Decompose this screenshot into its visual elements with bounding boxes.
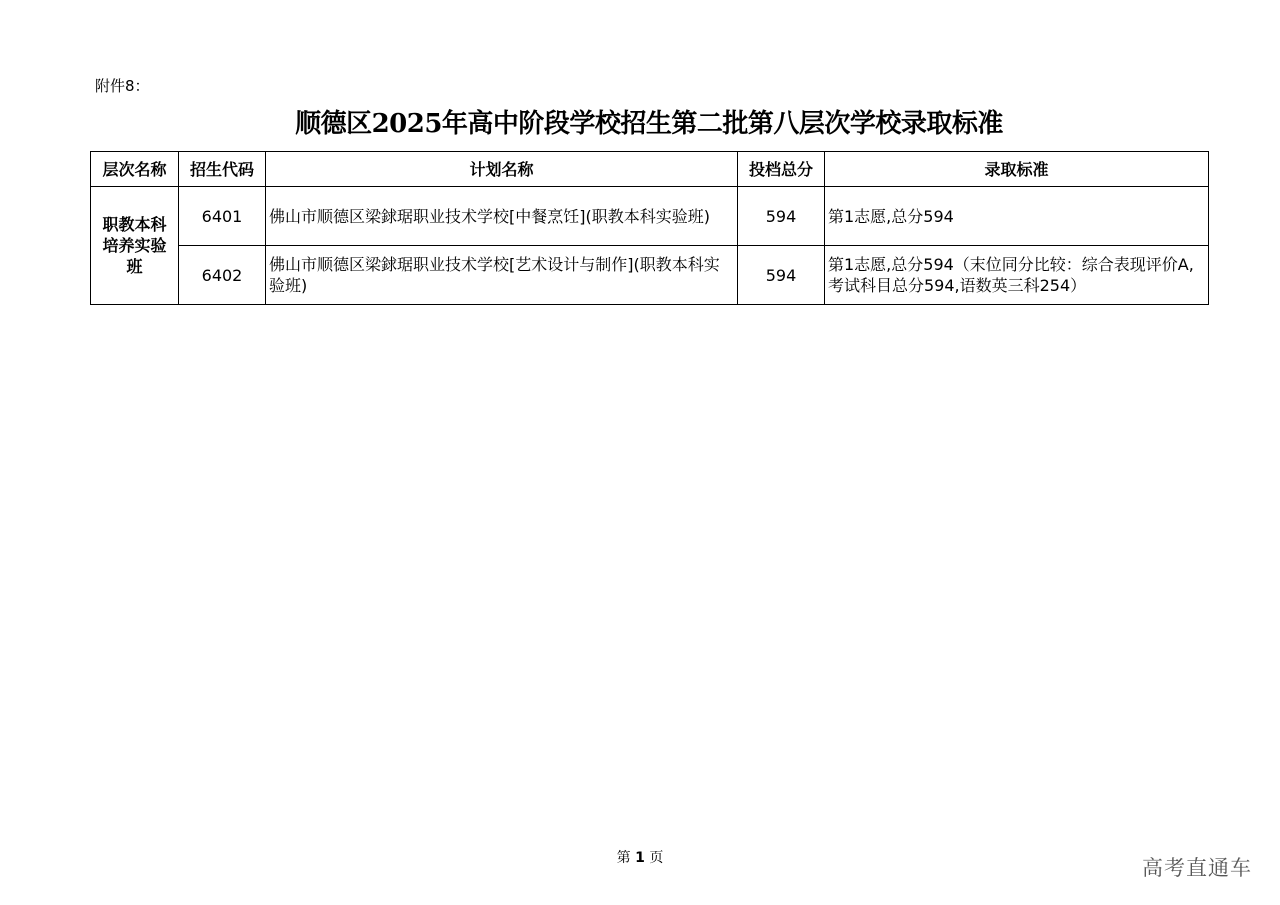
header-level-name: 层次名称 <box>91 152 179 187</box>
page-number: 1 <box>635 850 645 866</box>
page-suffix: 页 <box>649 850 664 866</box>
header-enroll-code: 招生代码 <box>179 152 266 187</box>
admission-standard-cell: 第1志愿,总分594 <box>825 187 1209 246</box>
enroll-code-cell: 6401 <box>179 187 266 246</box>
page-number-footer <box>0 847 1280 867</box>
watermark: 高考直通车 <box>1142 856 1252 880</box>
header-admission-standard: 录取标准 <box>825 152 1209 187</box>
document-title: 顺德区2025年高中阶段学校招生第二批第八层次学校录取标准 <box>295 109 1003 139</box>
plan-name-cell: 佛山市顺德区梁銶琚职业技术学校[艺术设计与制作](职教本科实验班) <box>266 246 738 305</box>
table-row <box>91 246 1209 305</box>
table-header-row <box>91 152 1209 187</box>
plan-name-cell: 佛山市顺德区梁銶琚职业技术学校[中餐烹饪](职教本科实验班) <box>266 187 738 246</box>
page-prefix: 第 <box>616 850 631 866</box>
header-plan-name: 计划名称 <box>266 152 738 187</box>
admission-table <box>90 151 1209 305</box>
header-total-score: 投档总分 <box>738 152 825 187</box>
total-score-cell: 594 <box>738 246 825 305</box>
attachment-label: 附件8： <box>95 77 150 95</box>
total-score-cell: 594 <box>738 187 825 246</box>
enroll-code-cell: 6402 <box>179 246 266 305</box>
admission-standard-cell: 第1志愿,总分594（末位同分比较：综合表现评价A,考试科目总分594,语数英三科254） <box>825 246 1209 305</box>
level-name-cell: 职教本科培养实验班 <box>91 187 179 305</box>
table-row <box>91 187 1209 246</box>
